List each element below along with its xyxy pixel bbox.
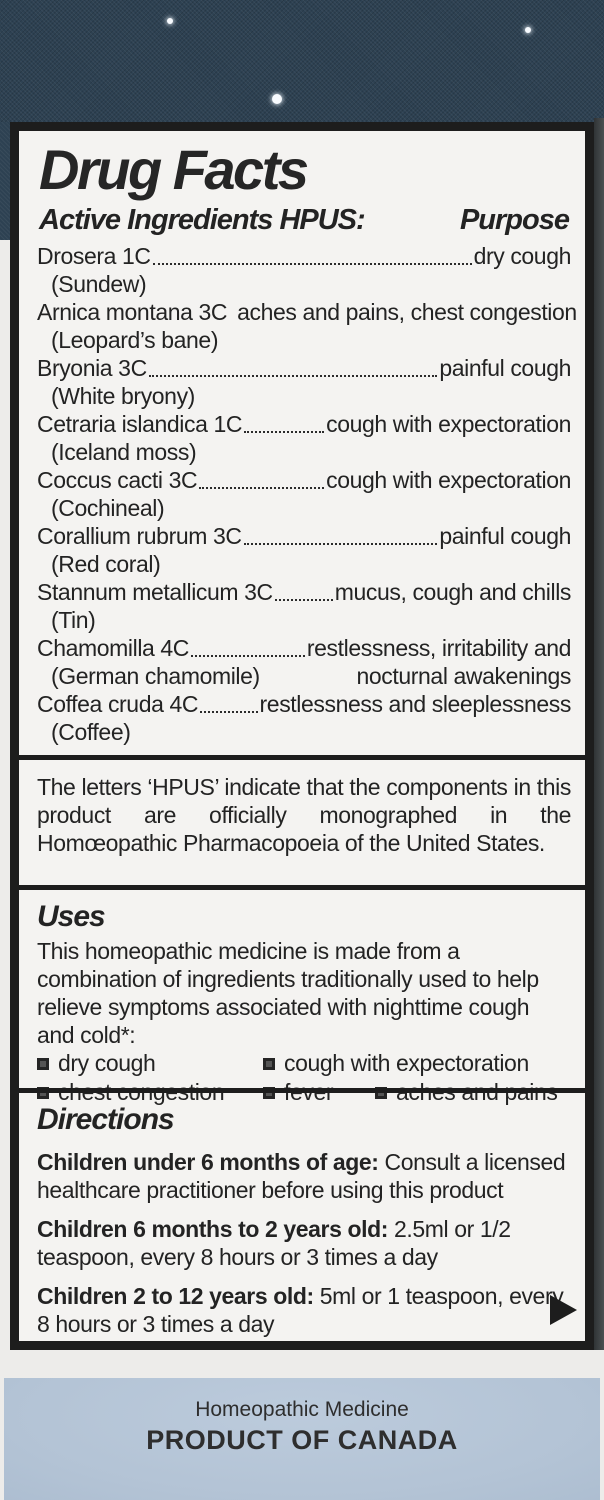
active-ingredients-section: [19, 131, 585, 755]
direction-age-label: Children under 6 months of age:: [37, 1149, 379, 1175]
ingredient-name: Coccus cacti 3C: [37, 467, 198, 493]
active-ingredients-label: Active Ingredients HPUS:: [39, 204, 365, 236]
direction-age-label: Children 2 to 12 years old:: [37, 1283, 314, 1309]
ingredient-purpose: restlessness and sleeplessness: [259, 691, 571, 717]
ingredient-row: [37, 690, 571, 746]
ingredient-common-name: (Cochineal): [51, 495, 165, 521]
active-ingredients-header: [39, 204, 569, 237]
direction-item: [37, 1148, 571, 1204]
product-of-canada-label: PRODUCT OF CANADA: [146, 1425, 458, 1455]
purpose-label: Purpose: [459, 204, 569, 236]
use-item: cough with expectoration: [284, 1050, 529, 1076]
dot-leader: [244, 543, 438, 545]
dot-leader: [153, 263, 472, 265]
box-edge-shadow: [594, 118, 604, 1350]
direction-text: 2.5ml or 1/2 teaspoon, every 8 hours or 3 times a day: [37, 1216, 511, 1270]
ingredient-purpose: dry cough: [473, 243, 571, 269]
continue-arrow-icon: [550, 1295, 577, 1325]
star-icon: [167, 18, 173, 24]
ingredient-row: [37, 354, 571, 410]
starry-sky-band: [0, 0, 604, 122]
footer-band: [4, 1378, 600, 1500]
ingredient-row: [37, 410, 571, 466]
ingredient-name: Coffea cruda 4C: [37, 691, 199, 717]
drug-facts-title: Drug Facts: [39, 138, 307, 201]
use-item: dry cough: [58, 1050, 156, 1076]
uses-heading: Uses: [37, 900, 105, 933]
ingredient-name: Corallium rubrum 3C: [37, 523, 242, 549]
ingredient-row: [37, 578, 571, 634]
dot-leader: [149, 375, 438, 377]
homeopathic-medicine-label: Homeopathic Medicine: [195, 1398, 409, 1421]
dot-leader: [275, 599, 333, 601]
ingredient-purpose: cough with expectoration: [326, 411, 571, 437]
direction-text: Consult a licensed healthcare practitioner before using this product: [37, 1149, 566, 1203]
ingredient-name: Arnica montana 3C: [37, 299, 228, 325]
ingredient-row: [37, 522, 571, 578]
ingredient-common-name: (White bryony): [51, 383, 195, 409]
hpus-note-section: [19, 760, 585, 885]
ingredient-common-name: (Red coral): [51, 551, 161, 577]
ingredient-purpose: aches and pains, chest congestion: [237, 299, 577, 325]
ingredient-common-name: (German chamomile): [51, 663, 260, 689]
ingredient-purpose: mucus, cough and chills: [334, 579, 571, 605]
ingredient-name: Bryonia 3C: [37, 355, 147, 381]
direction-item: [37, 1282, 571, 1338]
ingredient-name: Drosera 1C: [37, 243, 151, 269]
ingredient-common-name: (Tin): [51, 607, 96, 633]
ingredient-common-name: (Iceland moss): [51, 439, 197, 465]
direction-item: [37, 1215, 571, 1271]
hpus-note-text: The letters ‘HPUS’ indicate that the components in this product are officially monographed in the Homœopathic Pharmacopoeia of the United States.: [37, 774, 571, 856]
directions-heading: Directions: [37, 1103, 174, 1136]
ingredient-row: [37, 466, 571, 522]
dot-leader: [199, 487, 324, 489]
ingredient-purpose: painful cough: [439, 523, 571, 549]
dot-leader: [244, 431, 324, 433]
dot-leader: [191, 655, 305, 657]
uses-intro-text: This homeopathic medicine is made from a combination of ingredients traditionally used to help relieve symptoms associated with nighttime cough and cold*:: [37, 938, 539, 1048]
ingredient-common-name: (Coffee): [51, 719, 131, 745]
ingredient-name: Chamomilla 4C: [37, 635, 190, 661]
ingredient-common-name: (Sundew): [51, 271, 147, 297]
ingredient-name: Cetraria islandica 1C: [37, 411, 243, 437]
star-icon: [525, 27, 531, 33]
ingredient-purpose: painful cough: [439, 355, 571, 381]
square-bullet-icon: [263, 1058, 275, 1070]
ingredient-name: Stannum metallicum 3C: [37, 579, 273, 605]
direction-text: 5ml or 1 teaspoon, every 8 hours or 3 times a day: [37, 1283, 564, 1337]
ingredient-purpose: restlessness, irritability and: [306, 635, 571, 661]
direction-age-label: Children 6 months to 2 years old:: [37, 1216, 389, 1242]
ingredient-row: [37, 242, 571, 298]
directions-section: [19, 1093, 585, 1341]
uses-section: [19, 890, 585, 1088]
dot-leader: [200, 711, 257, 713]
star-icon: [272, 94, 282, 104]
ingredient-common-name: (Leopard’s bane): [51, 327, 219, 353]
square-bullet-icon: [37, 1058, 49, 1070]
ingredient-row: [37, 298, 577, 354]
ingredient-row: [37, 634, 571, 690]
drug-facts-panel: [10, 122, 594, 1350]
ingredient-purpose-continued: nocturnal awakenings: [356, 663, 571, 689]
ingredient-purpose: cough with expectoration: [326, 467, 571, 493]
starry-sky-left-edge: [0, 122, 10, 240]
